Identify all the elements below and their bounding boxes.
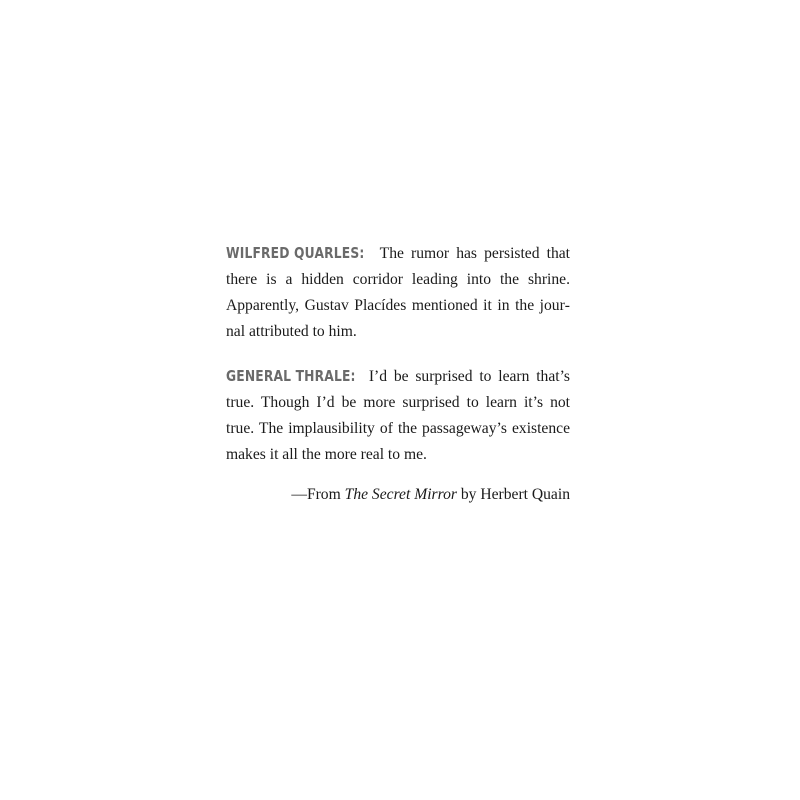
epigraph-dialogue: [226, 240, 570, 486]
book-title: The Secret Mirror: [344, 486, 457, 503]
dialogue-paragraph-thrale: [226, 363, 570, 468]
source-attribution: [291, 482, 570, 508]
dialogue-text: I’d be surprised to learn that’s true. Though I’d be more surprised to learn it’s not true. The implausibility of the passageway’s existence makes it all the more real to me.: [226, 368, 571, 463]
dialogue-paragraph-quarles: [226, 240, 570, 345]
speaker-name: GENERAL THRALE:: [226, 367, 356, 385]
attribution-prefix: —From: [291, 486, 345, 503]
attribution-author: by Herbert Quain: [456, 486, 570, 503]
dialogue-text: The rumor has persisted that there is a hidden corridor leading into the shrine. Apparently, Gustav Placídes mentioned it in the journal attributed to him.: [226, 245, 571, 340]
speaker-name: WILFRED QUARLES:: [226, 244, 365, 262]
